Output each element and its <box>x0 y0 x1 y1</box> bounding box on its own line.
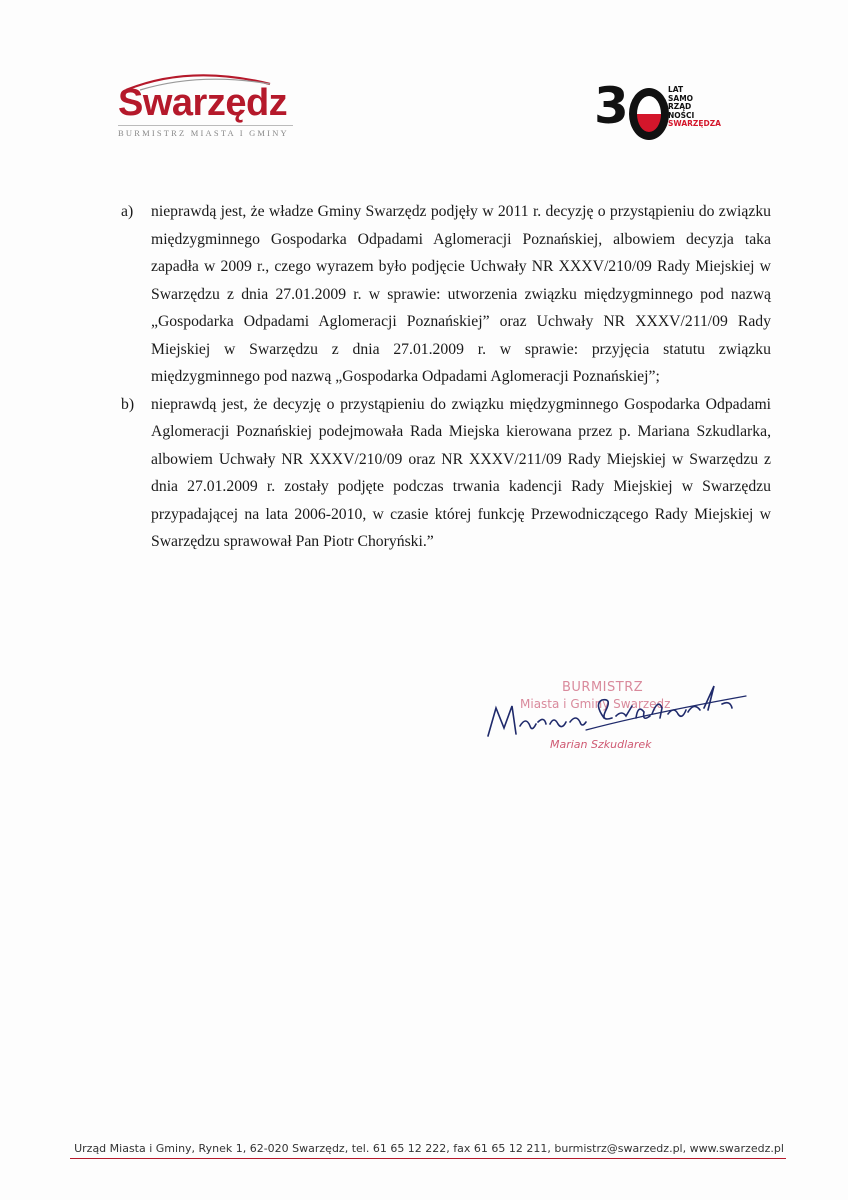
stamp-name: Marian Szkudlarek <box>550 738 652 751</box>
stamp-title: BURMISTRZ <box>562 680 644 695</box>
anniversary-line: LAT <box>668 85 684 94</box>
flag-circle-icon <box>629 88 669 140</box>
list-marker: b) <box>121 395 135 413</box>
anniversary-number: 3 <box>594 77 625 135</box>
anniversary-text <box>668 86 721 129</box>
anniversary-logo <box>594 77 744 136</box>
anniversary-line: NOŚCI <box>668 110 695 120</box>
anniversary-line: RZĄD <box>668 102 692 111</box>
list-item-text: nieprawdą jest, że decyzję o przystąpieniu do związku międzygminnego Gospodarka Odpadami Aglomeracji Poznańskiej podejmowała Rada Miejska kierowana przez p. Mariana Szkudlarka, albowiem Uchwały NR XXXV/210/09 oraz NR XXXV/211/09 Rady Miejskiej w Swarzędzu z dnia 27.01.2009 r. zostały podjęte podczas trwania kadencji Rady Miejskiej w Swarzędzu przypadającej na lata 2006-2010, w czasie której funkcję Przewodniczącego Rady Miejskiej w Swarzędzu sprawował Pan Piotr Choryński.” <box>151 395 771 550</box>
letter-body <box>121 198 771 556</box>
stamp-subtitle: Miasta i Gminy Swarzędz <box>520 697 671 711</box>
logo-subtitle: BURMISTRZ MIASTA I GMINY <box>118 125 293 138</box>
swarzedz-logo <box>112 70 302 140</box>
anniversary-line: SAMO <box>668 93 694 103</box>
logo-name: Swarzędz <box>118 82 288 124</box>
handwritten-signature-icon <box>476 678 766 748</box>
footer-address: Urząd Miasta i Gminy, Rynek 1, 62-020 Swarzędz, tel. 61 65 12 222, fax 61 65 12 211, burmistrz@swarzedz.pl, www.swarzedz.pl <box>74 1142 784 1155</box>
list-item <box>121 198 771 391</box>
anniversary-line: SWARZĘDZA <box>668 119 721 128</box>
list-item <box>121 391 771 556</box>
list-item-text: nieprawdą jest, że władze Gminy Swarzędz podjęły w 2011 r. decyzję o przystąpieniu do związku międzygminnego Gospodarka Odpadami Aglomeracji Poznańskiej, albowiem decyzja taka zapadła w 2009 r., czego wyrazem było podjęcie Uchwały NR XXXV/210/09 Rady Miejskiej w Swarzędzu z dnia 27.01.2009 r. w sprawie: utworzenia związku międzygminnego pod nazwą „Gospodarka Odpadami Aglomeracji Poznańskiej” oraz Uchwały NR XXXV/211/09 Rady Miejskiej w Swarzędzu z dnia 27.01.2009 r. w sprawie: przyjęcia statutu związku międzygminnego pod nazwą „Gospodarka Odpadami Aglomeracji Poznańskiej”; <box>151 203 771 385</box>
list-marker: a) <box>121 203 134 220</box>
footer-divider <box>70 1158 786 1159</box>
signature-block <box>470 672 770 782</box>
